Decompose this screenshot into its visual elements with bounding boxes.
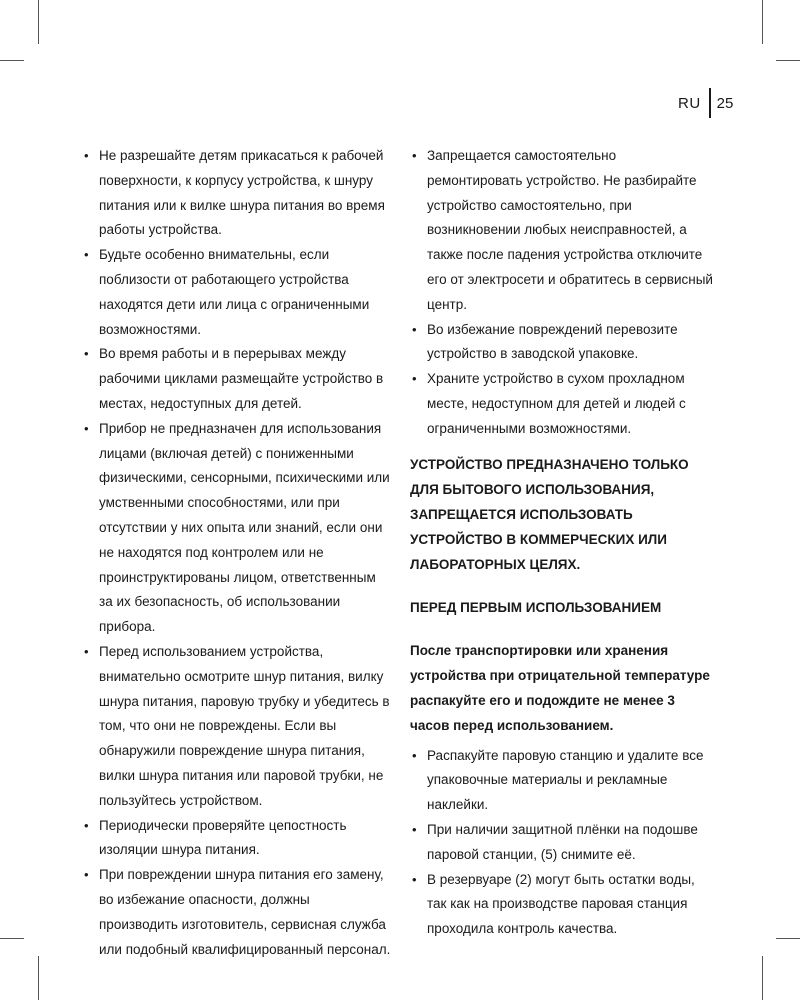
crop-mark-top-right-horizontal xyxy=(776,60,800,61)
list-item: • Не разрешайте детям прикасаться к рабочей поверхности, к корпусу устройства, к шнуру питания или к вилке шнура питания во время работы устройства. xyxy=(82,144,392,243)
right-column xyxy=(410,144,715,942)
crop-mark-top-right-vertical xyxy=(762,0,763,44)
crop-mark-top-left-vertical xyxy=(38,0,39,44)
list-item: • Во избежание повреждений перевозите устройство в заводской упаковке. xyxy=(410,318,715,368)
crop-mark-bottom-right-horizontal xyxy=(776,938,800,939)
list-item: • При наличии защитной плёнки на подошве паровой станции, (5) снимите её. xyxy=(410,818,715,868)
list-item: • Храните устройство в сухом прохладном месте, недоступном для детей и людей с ограниченными возможностями. xyxy=(410,367,715,441)
list-item: • Будьте особенно внимательны, если поблизости от работающего устройства находятся дети или лица с ограниченными возможностями. xyxy=(82,243,392,342)
list-item: • Запрещается самостоятельно ремонтировать устройство. Не разбирайте устройство самостоятельно, при возникновении любых неисправностей, а также после падения устройства отключите его от электросети и обратитесь в сервисный центр. xyxy=(410,144,715,318)
list-item: • Перед использованием устройства, внимательно осмотрите шнур питания, вилку шнура питания, паровую трубку и убедитесь в том, что они не повреждены. Если вы обнаружили повреждение шнура питания, вилки шнура питания или паровой трубки, не пользуйтесь устройством. xyxy=(82,640,392,814)
safety-list xyxy=(82,144,392,962)
page-number: 25 xyxy=(716,94,734,112)
list-item: • В резервуаре (2) могут быть остатки воды, так как на производстве паровая станция проходила контроль качества. xyxy=(410,868,715,942)
crop-mark-bottom-right-vertical xyxy=(762,956,763,1000)
household-use-warning: УСТРОЙСТВО ПРЕДНАЗНАЧЕНО ТОЛЬКО ДЛЯ БЫТОВОГО ИСПОЛЬЗОВАНИЯ, ЗАПРЕЩАЕТСЯ ИСПОЛЬЗОВАТЬ УСТРОЙСТВО В КОММЕРЧЕСКИХ ИЛИ ЛАБОРАТОРНЫХ ЦЕЛЯХ. xyxy=(410,456,689,572)
crop-mark-bottom-left-vertical xyxy=(38,956,39,1000)
left-column xyxy=(82,144,392,962)
list-item: • При повреждении шнура питания его замену, во избежание опасности, должны производить изготовитель, сервисная служба или подобный квалифицированный персонал. xyxy=(82,863,392,962)
storage-notice: После транспортировки или хранения устройства при отрицательной температуре распакуйте его и подождите не менее 3 часов перед использованием. xyxy=(410,642,710,733)
list-item: • Распакуйте паровую станцию и удалите все упаковочные материалы и рекламные наклейки. xyxy=(410,744,715,818)
crop-mark-bottom-left-horizontal xyxy=(0,938,24,939)
page-header xyxy=(678,90,733,116)
crop-mark-top-left-horizontal xyxy=(0,60,24,61)
first-use-list xyxy=(410,744,715,942)
list-item: • Во время работы и в перерывах между рабочими циклами размещайте устройство в местах, недоступных для детей. xyxy=(82,342,392,416)
safety-list-continued xyxy=(410,144,715,442)
section-title: ПЕРЕД ПЕРВЫМ ИСПОЛЬЗОВАНИЕМ xyxy=(410,599,662,615)
list-item: • Прибор не предназначен для использования лицами (включая детей) с пониженными физическими, сенсорными, психическими или умственными способностями, или при отсутствии у них опыта или знаний, если они не находятся под контролем или не проинструктированы лицом, ответственным за их безопасность, об использовании прибора. xyxy=(82,417,392,640)
list-item: • Периодически проверяйте цепостность изоляции шнура питания. xyxy=(82,814,392,864)
language-code: RU xyxy=(678,94,701,112)
